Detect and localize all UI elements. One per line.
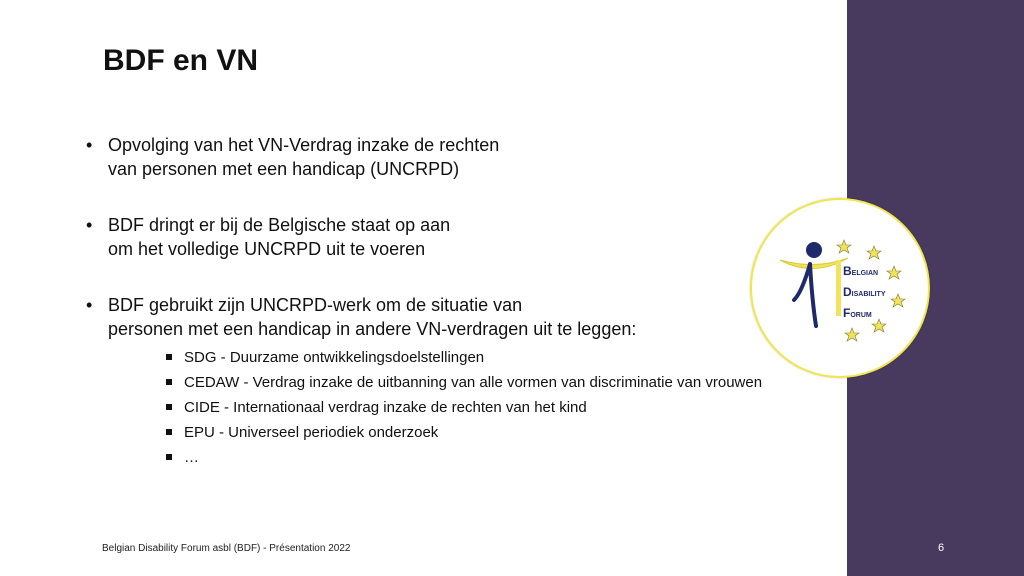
bullet-line: personen met een handicap in andere VN-verdragen uit te leggen:	[108, 319, 637, 339]
bullet-item	[86, 213, 846, 261]
sub-bullet-item: EPU - Universeel periodiek onderzoek	[164, 420, 762, 445]
bullet-line: • BDF gebruikt zijn UNCRPD-werk om de situatie van	[108, 295, 523, 315]
bullet-item	[86, 133, 846, 181]
sub-bullet-item: …	[164, 445, 762, 470]
sub-bullet-item: SDG - Duurzame ontwikkelingsdoelstellingen	[164, 345, 762, 370]
bullet-line: • BDF dringt er bij de Belgische staat op aan	[108, 215, 451, 235]
bdf-logo-text: BELGIAN DISABILITY FORUM	[843, 264, 886, 320]
bullet-item	[86, 293, 846, 341]
sub-bullet-list	[164, 345, 762, 470]
sub-bullet-item: CEDAW - Verdrag inzake de uitbanning van alle vormen van discriminatie van vrouwen	[164, 370, 762, 395]
bullet-line: • Opvolging van het VN-Verdrag inzake de rechten	[108, 135, 500, 155]
bullet-line: om het volledige UNCRPD uit te voeren	[108, 239, 426, 259]
bdf-logo	[750, 198, 930, 378]
page-number: 6	[938, 542, 945, 554]
bdf-logo-figure-icon	[752, 200, 928, 376]
slide-footer: Belgian Disability Forum asbl (BDF) - Présentation 2022	[102, 543, 351, 554]
bullet-line: van personen met een handicap (UNCRPD)	[108, 159, 460, 179]
main-bullet-list	[86, 133, 846, 341]
slide-title: BDF en VN	[103, 44, 259, 77]
sub-bullet-item: CIDE - Internationaal verdrag inzake de rechten van het kind	[164, 395, 762, 420]
